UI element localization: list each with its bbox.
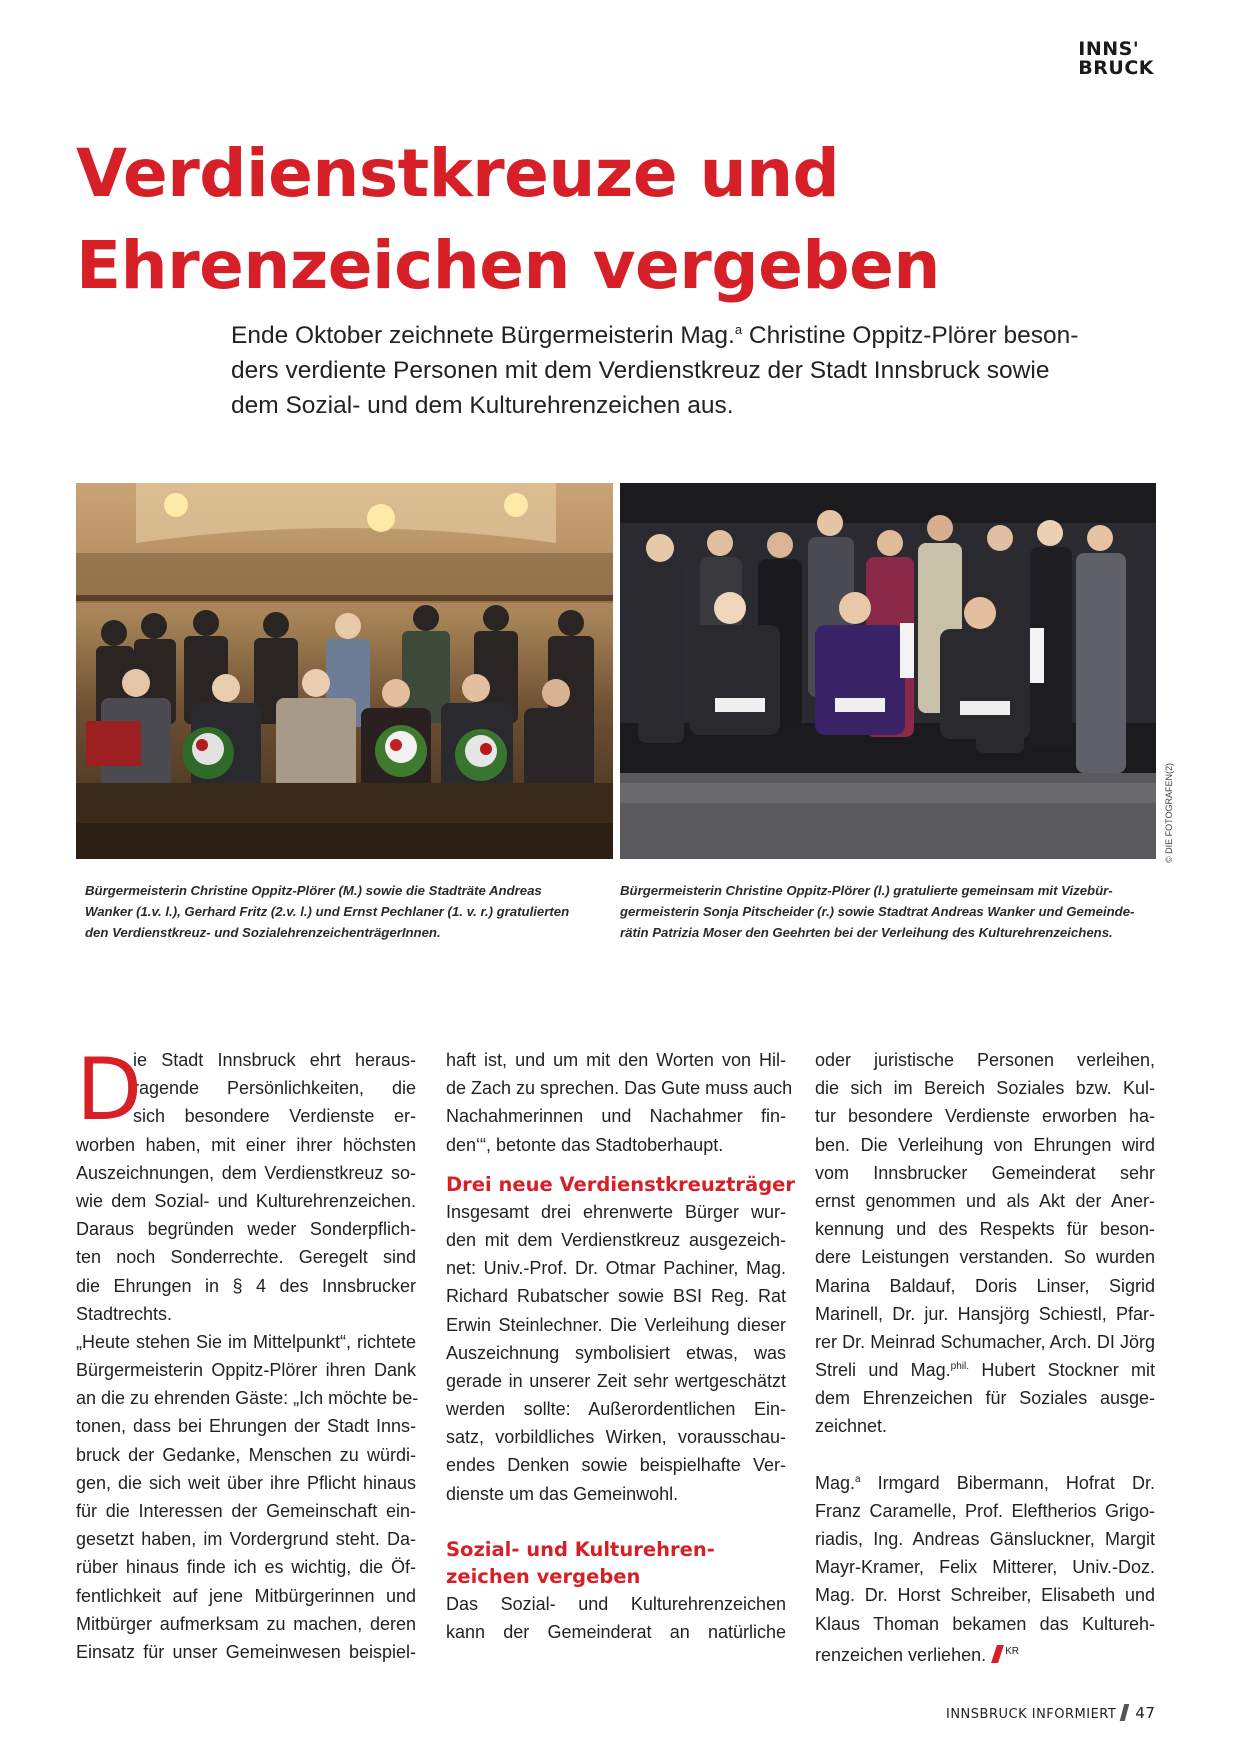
body-line: Klaus Thoman bekamen das Kultureh- — [815, 1613, 1155, 1634]
body-line: Richard Rubatscher sowie BSI Reg. Rat — [446, 1286, 786, 1307]
body-line: oder juristische Personen verleihen, — [815, 1050, 1155, 1070]
body-line: Marinell, Dr. jur. Hansjörg Schiestl, Pfar- — [815, 1303, 1155, 1324]
body-line: dere Leistungen verstanden. So wurden — [815, 1247, 1155, 1268]
subhead-verdienstkreuztraeger: Drei neue Verdienstkreuzträger — [446, 1172, 795, 1196]
body-line: fentlichkeit auf jene Mitbürgerinnen und — [76, 1585, 416, 1606]
article-headline — [76, 128, 1156, 312]
body-line: dem Ehrenzeichen für Soziales ausge- — [815, 1388, 1155, 1409]
body-line: kennung und des Respekts für beson- — [815, 1219, 1155, 1240]
headline-line-2: Ehrenzeichen vergeben — [76, 227, 940, 304]
body-line: Marina Baldauf, Doris Linser, Sigrid — [815, 1275, 1155, 1296]
body-line: dienste um das Gemeinwohl. — [446, 1483, 679, 1504]
author-initials: KR — [1005, 1645, 1020, 1657]
body-line: Mag. Dr. Horst Schreiber, Elisabeth und — [815, 1585, 1155, 1606]
caption-right-line: rätin Patrizia Moser den Geehrten bei der Verleihung des Kulturehrenzeichens. — [620, 925, 1113, 940]
body-column-3 — [815, 1046, 1155, 1666]
page-number: 47 — [1135, 1704, 1156, 1722]
photo-verdienstkreuz-group — [76, 483, 613, 859]
body-line: de Zach zu sprechen. Das Gute muss auch — [446, 1078, 793, 1099]
body-line: den mit dem Verdienstkreuz ausgezeich- — [446, 1229, 786, 1250]
body-column-2 — [446, 1046, 795, 1646]
innsbruck-logo — [1078, 40, 1154, 78]
logo-line-1: INNS' — [1078, 38, 1140, 60]
body-line: rüber hinaus finde ich es wichtig, die Öf- — [76, 1557, 416, 1578]
body-line: Nachahmerinnen und Nachahmer fin- — [446, 1106, 786, 1127]
body-line: werden sollte: Außerordentlichen Ein- — [446, 1399, 786, 1420]
caption-right-line: germeisterin Sonja Pitscheider (r.) sowie Stadtrat Andreas Wanker und Gemeinde- — [620, 904, 1135, 919]
body-line: riadis, Ing. Andreas Gänsluckner, Margit — [815, 1529, 1155, 1549]
body-line: gen, die sich weit über ihre Pflicht hinaus — [76, 1472, 416, 1493]
body-line: Daraus begründen weder Sonderpflich- — [76, 1219, 416, 1240]
footer-separator-icon — [1120, 1704, 1130, 1721]
body-line: ben. Die Verleihung von Ehrungen wird — [815, 1134, 1155, 1155]
body-line: ten noch Sonderrechte. Geregelt sind — [76, 1247, 416, 1268]
body-line: satz, vorbildliches Wirken, vorausschau- — [446, 1427, 786, 1448]
body-line: haft ist, und um mit den Worten von Hil- — [446, 1050, 786, 1070]
caption-left — [85, 880, 605, 943]
body-line: sich besondere Verdienste er- — [133, 1106, 416, 1127]
body-line: tonen, dass bei Ehrungen der Stadt Inns- — [76, 1416, 416, 1437]
body-line: vom Innsbrucker Gemeinderat sehr — [815, 1162, 1155, 1183]
body-line: tur besondere Verdienste erworben ha- — [815, 1106, 1155, 1127]
body-line: an die zu ehrenden Gäste: „Ich möchte be- — [76, 1388, 419, 1409]
body-line: Mayr-Kramer, Felix Mitterer, Univ.-Doz. — [815, 1557, 1155, 1578]
caption-right — [620, 880, 1160, 943]
body-line: Auszeichnung symbolisiert etwas, was — [446, 1342, 786, 1363]
body-line-last: renzeichen verliehen. $^{KR}$ — [815, 1644, 1020, 1665]
body-line: Stadtrechts. — [76, 1303, 173, 1324]
body-line: die sich im Bereich Soziales bzw. Kul- — [815, 1078, 1155, 1099]
body-line: Insgesamt drei ehrenwerte Bürger wur- — [446, 1201, 786, 1222]
body-line: Bürgermeisterin Oppitz-Plörer ihren Dank — [76, 1360, 416, 1381]
body-line: den‘“, betonte das Stadtoberhaupt. — [446, 1134, 724, 1155]
photo-credit: © DIE FOTOGRAFEN(2) — [1164, 763, 1174, 863]
body-line: Auszeichnungen, dem Verdienstkreuz so- — [76, 1162, 416, 1183]
body-line: zeichnet. — [815, 1416, 888, 1437]
body-line: kann der Gemeinderat an natürliche — [446, 1622, 786, 1642]
body-line: ie Stadt Innsbruck ehrt heraus- — [133, 1050, 416, 1070]
body-line: ernst genommen und als Akt der Aner- — [815, 1190, 1155, 1211]
caption-left-line: Wanker (1.v. l.), Gerhard Fritz (2.v. l.) und Ernst Pechlaner (1. v. r.) gratulierten — [85, 904, 570, 919]
body-line: gesetzt haben, im Vordergrund steht. Da- — [76, 1529, 416, 1550]
body-line: net: Univ.-Prof. Dr. Otmar Pachiner, Mag. — [446, 1258, 786, 1279]
body-line: bruck der Gedanke, Menschen zu würdi- — [76, 1444, 416, 1465]
body-line: Mitbürger aufmerksam zu machen, deren — [76, 1613, 416, 1634]
logo-line-2: BRUCK — [1078, 57, 1154, 79]
drop-cap: D — [76, 1040, 143, 1140]
body-line: ragende Persönlichkeiten, die — [133, 1078, 416, 1099]
body-line: „Heute stehen Sie im Mittelpunkt“, richtete — [76, 1331, 416, 1352]
end-mark-icon — [991, 1645, 1004, 1663]
body-column-1 — [76, 1040, 419, 1666]
body-line: endes Denken sowie beispielhafte Ver- — [446, 1455, 786, 1476]
lead-line-1: Ende Oktober zeichnete Bürgermeisterin Mag.$^a$ Christine Oppitz-Plörer beson- — [231, 321, 1079, 349]
caption-left-line: Bürgermeisterin Christine Oppitz-Plörer (M.) sowie die Stadträte Andreas — [85, 883, 542, 898]
body-line: für die Interessen der Gemeinschaft ein- — [76, 1501, 416, 1521]
body-line: Streli und Mag.$^{phil.}$ Hubert Stockner mit — [815, 1360, 1155, 1381]
body-line: gerade in unserer Zeit sehr wertgeschätzt — [446, 1370, 786, 1391]
subhead-sozial-kultur-line-1: Sozial- und Kulturehren- — [446, 1537, 715, 1561]
body-line: Franz Caramelle, Prof. Eleftherios Grigo- — [815, 1500, 1155, 1521]
photo-kulturehrenzeichen-group — [620, 483, 1156, 859]
headline-line-1: Verdienstkreuze und — [76, 135, 840, 212]
body-line: Mag.$^a$ Irmgard Bibermann, Hofrat Dr. — [815, 1472, 1155, 1493]
page-footer — [946, 1704, 1155, 1722]
body-line: rer Dr. Meinrad Schumacher, Arch. DI Jörg — [815, 1331, 1155, 1352]
publication-name: INNSBRUCK INFORMIERT — [946, 1707, 1117, 1722]
lead-line-3: dem Sozial- und dem Kulturehrenzeichen aus. — [231, 392, 734, 419]
body-line: wie dem Sozial- und Kulturehrenzeichen. — [76, 1190, 416, 1211]
body-line: Das Sozial- und Kulturehrenzeichen — [446, 1593, 786, 1614]
body-line: worben haben, mit einer ihrer höchsten — [76, 1134, 416, 1155]
caption-right-line: Bürgermeisterin Christine Oppitz-Plörer (l.) gratulierte gemeinsam mit Vizebür- — [620, 883, 1113, 898]
lead-line-2: ders verdiente Personen mit dem Verdienstkreuz der Stadt Innsbruck sowie — [231, 357, 1050, 384]
caption-left-line: den Verdienstkreuz- und SozialehrenzeichenträgerInnen. — [85, 925, 441, 940]
body-line: Einsatz für unser Gemeinwesen beispiel- — [76, 1641, 416, 1662]
subhead-sozial-kultur-line-2: zeichen vergeben — [446, 1564, 641, 1588]
body-line: die Ehrungen in § 4 des Innsbrucker — [76, 1275, 416, 1296]
article-lead — [231, 318, 1111, 423]
body-line: Erwin Steinlechner. Die Verleihung dieser — [446, 1314, 786, 1335]
